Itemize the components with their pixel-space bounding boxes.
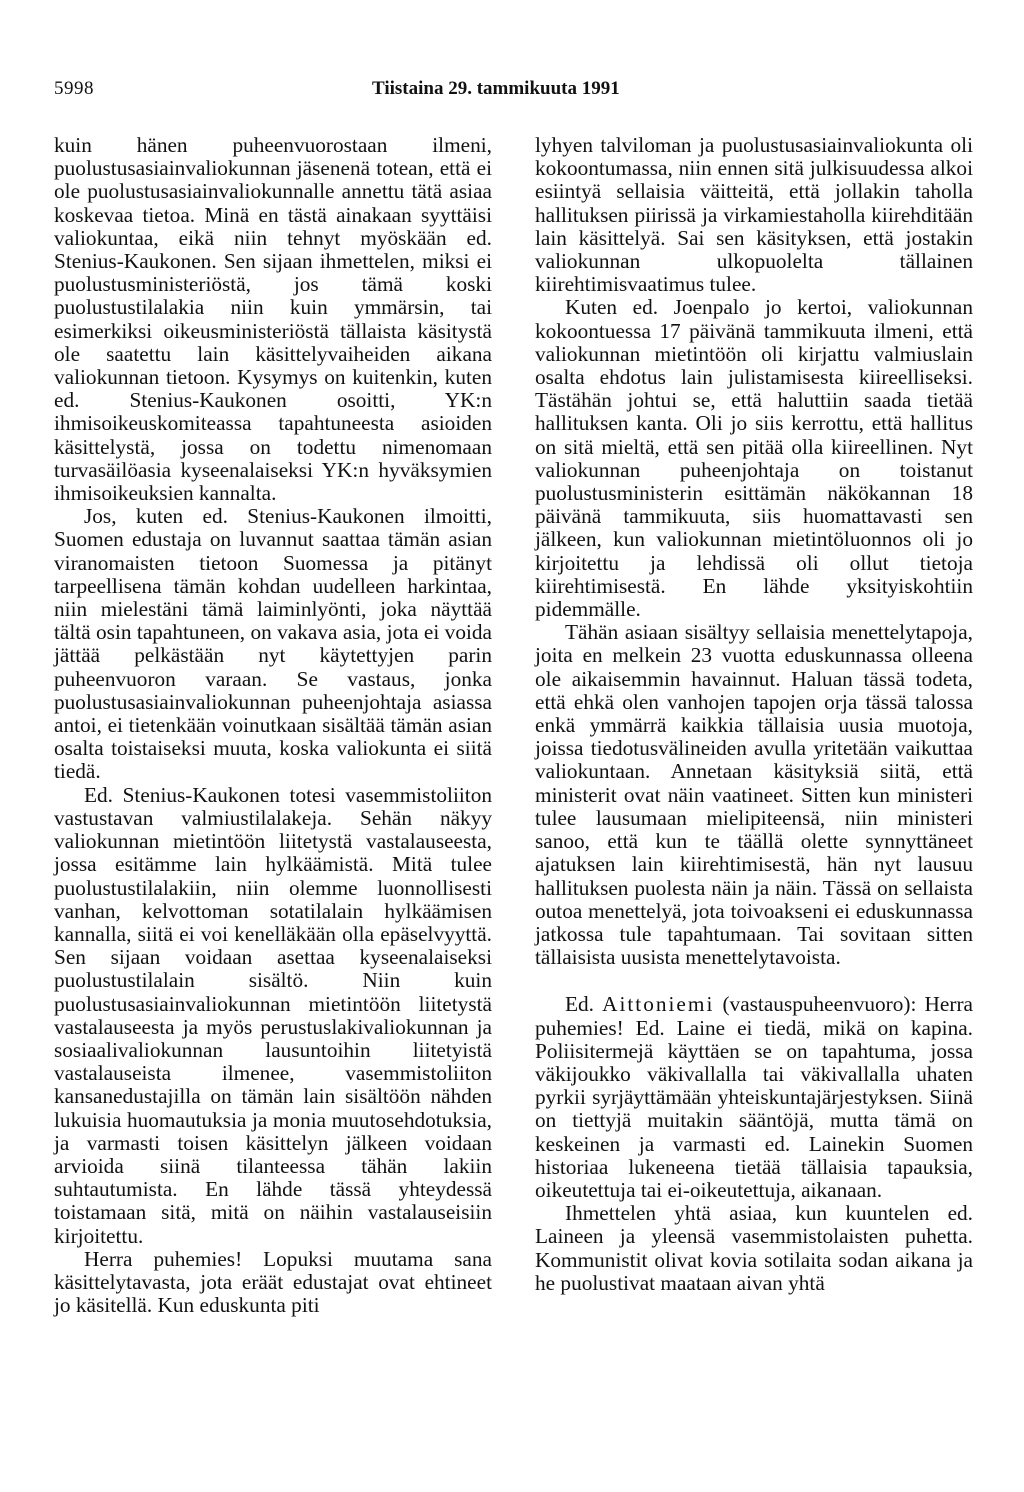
right-column [535, 134, 973, 1295]
left-column [54, 134, 492, 1317]
page-number: 5998 [54, 78, 94, 99]
speaker-prefix: Ed. [565, 992, 594, 1017]
speaker-role: (vastauspuheenvuoro): [722, 992, 917, 1017]
right-paragraph-3: Tähän asiaan sisältyy sellaisia menettelytapoja, joita en melkein 23 vuotta eduskunnassa olleena ole aikaisemmin havainnut. Haluan tässä todeta, että ehkä olen vanhojen tapojen orja tässä talossa enkä ymmärrä kaikkia tällaisia uusia muotoja, joissa tiedotusvälineiden avulla yritetään vaikuttaa valiokuntaan. Annetaan käsityksiä siitä, että ministerit ovat näin vaatineet. Sitten kun ministeri tulee lausumaan mielipiteensä, niin ministeri sanoo, että kun te täällä olette synnyttäneet ajatuksen lain kiirehtimisestä, hän nyt lausuu hallituksen puolesta näin ja näin. Tässä on sellaista outoa menettelyä, jota toivoakseni ei eduskunnassa jatkossa tule tapahtumaan. Tai sovitaan sitten tällaisista uusista menettelytavoista. [535, 620, 973, 970]
left-paragraph-1: kuin hänen puheenvuorostaan ilmeni, puolustusasiainvaliokunnan jäsenenä totean, että ei ole puolustusasiainvaliokunnalle annettu tätä asiaa koskevaa tietoa. Minä en tästä ainakaan syyttäisi valiokuntaa, eikä niin tehnyt myöskään ed. Stenius-Kaukonen. Sen sijaan ihmettelen, miksi ei puolustusministeriöstä, jos tämä koski puolustustilalakia niin kuin ymmärsin, tai esimerkiksi oikeusministeriöstä tällaista käsitystä ole saatettu lain käsittelyvaiheiden aikana valiokunnan tietoon. Kysymys on kuitenkin, kuten ed. Stenius-Kaukonen osoitti, YK:n ihmisoikeuskomiteassa tapahtuneesta asioiden käsittelystä, jossa on todettu nimenomaan turvasäilöasia kyseenalaiseksi YK:n hyväksymien ihmisoikeuksien kannalta. [54, 133, 492, 506]
left-paragraph-4: Herra puhemies! Lopuksi muutama sana käsittelytavasta, jota eräät edustajat ovat ehtineet jo käsitellä. Kun eduskunta piti [54, 1246, 492, 1318]
right-paragraph-2: Kuten ed. Joenpalo jo kertoi, valiokunnan kokoontuessa 17 päivänä tammikuuta ilmeni, että valiokunnan mietintöön oli kirjattu valmiuslain osalta ehdotus lain julistamisesta kiireelliseksi. Tästähän johtui se, että haluttiin saada tietää hallituksen kanta. Oli jo siis kerrottu, että hallitus on sitä mieltä, että sen pitää olla kiireellinen. Nyt valiokunnan puheenjohtaja on toistanut puolustusministerin esittämän näkökannan 18 päivänä tammikuuta, siis huomattavasti sen jälkeen, kun valiokunnan mietintöluonnos oli jo kirjoitettu ja lehdissä oli ollut tietoja kiirehtimisestä. En lähde yksityiskohtiin pidemmälle. [535, 295, 973, 622]
left-paragraph-3: Ed. Stenius-Kaukonen totesi vasemmistoliiton vastustavan valmiustilalakeja. Sehän näkyy valiokunnan mietintöön liitetystä vastalauseesta, jossa esitämme lain hylkäämistä. Mitä tulee puolustustilalakiin, niin olemme luonnollisesti vanhan, kelvottoman sotatilalain hylkäämisen kannalla, siitä ei voi kenelläkään olla epäselvyyttä. Sen sijaan voidaan asettaa kyseenalaiseksi puolustustilalain sisältö. Niin kuin puolustusasiainvaliokunnan mietintöön liitetystä vastalauseesta ja myös perustuslakivaliokunnan ja sosiaalivaliokunnan lausuntoihin liitetyistä vastalauseista ilmenee, vasemmistoliiton kansanedustajilla on tämän lain sisältöön nähden lukuisia huomautuksia ja monia muutosehdotuksia, ja varmasti toisen käsittelyn jälkeen voidaan arvioida siinä tilanteessa tähän lakiin suhtautumista. En lähde tässä yhteydessä toistamaan sitä, mitä on näihin vastalauseisiin kirjoitettu. [54, 782, 492, 1248]
left-paragraph-2: Jos, kuten ed. Stenius-Kaukonen ilmoitti, Suomen edustaja on luvannut saattaa tämän asian viranomaisten tietoon Suomessa ja pitänyt tarpeellisena tämän kohdan uudelleen harkintaa, niin mielestäni tämä laiminlyönti, joka näyttää tältä osin tapahtuneen, on vakava asia, jota ei voida jättää pelkästään nyt käytettyjen parin puheenvuoron varaan. Se vastaus, jonka puolustusasiainvaliokunnan puheenjohtaja asiassa antoi, ei tietenkään voinutkaan sisältää tämän asian osalta toistaiseksi muuta, koska valiokunta ei siitä tiedä. [54, 504, 492, 784]
right-paragraph-1: lyhyen talviloman ja puolustusasiainvaliokunta oli kokoontumassa, niin ennen sitä julkisuudessa alkoi esiintyä sellaisia väitteitä, että jollakin taholla hallituksen piirissä ja virkamiestaholla kiirehditään lain käsittelyä. Sai sen käsityksen, että jostakin valiokunnan ulkopuolelta tällainen kiirehtimisvaatimus tulee. [535, 133, 973, 297]
right-paragraph-4: Herra puhemies! Ed. Laine ei tiedä, mikä on kapina. Poliisitermejä käyttäen se on tapahtuma, jossa väkijoukko väkivallalla tai väkivallalla uhaten pyrkii syrjäyttämään yhteiskuntajärjestyksen. Siinä on tiettyjä muitakin sääntöjä, mutta tämä on keskeinen ja varmasti ed. Lainekin Suomen historiaa lukeneena tietää tällaisia tapauksia, oikeutettuja tai ei-oikeutettuja, aikanaan. [535, 992, 974, 1202]
running-head-date: Tiistaina 29. tammikuuta 1991 [372, 78, 620, 99]
speaker-paragraph [535, 993, 973, 1202]
speaker-name: Aittoniemi [602, 992, 715, 1017]
right-paragraph-5: Ihmettelen yhtä asiaa, kun kuuntelen ed. Laineen ja yleensä vasemmistolaisten puhetta. Kommunistit olivat kovia sotilaita sodan aikana ja he puolustivat maataan aivan yhtä [535, 1201, 973, 1295]
